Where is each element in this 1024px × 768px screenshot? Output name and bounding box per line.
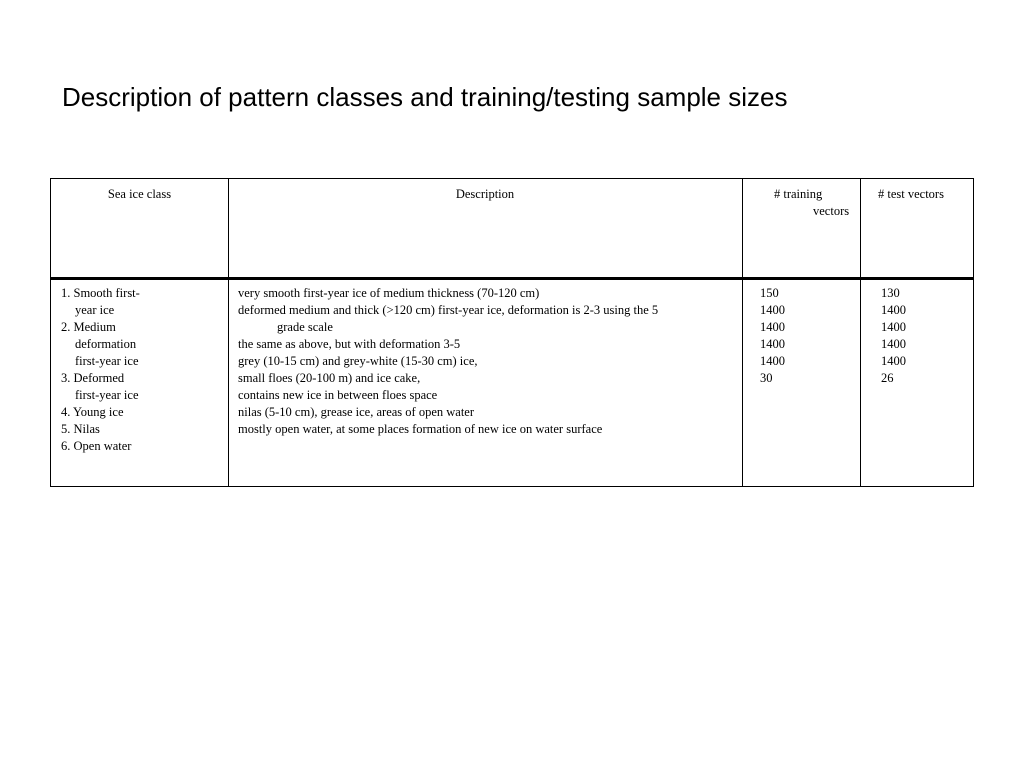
slide-title: Description of pattern classes and training/testing sample sizes — [62, 82, 788, 112]
class-line: first-year ice — [75, 388, 139, 402]
training-vectors-column — [760, 285, 785, 387]
class-line: year ice — [75, 303, 115, 317]
training-value: 30 — [760, 371, 773, 385]
description-line: very smooth first-year ice of medium thickness (70-120 cm) — [238, 286, 540, 300]
training-value: 150 — [760, 286, 779, 300]
training-value: 1400 — [760, 320, 785, 334]
column-divider — [742, 179, 743, 486]
description-line: deformed medium and thick (>120 cm) first-year ice, deformation is 2-3 using the 5 — [238, 303, 659, 317]
training-value: 1400 — [760, 337, 785, 351]
header-training-line-1: # training — [774, 187, 823, 201]
header-sea-ice-class: Sea ice class — [107, 187, 172, 201]
header-description: Description — [455, 187, 515, 201]
class-column — [61, 285, 140, 455]
description-line: the same as above, but with deformation 3-5 — [238, 337, 461, 351]
description-line: grade scale — [277, 320, 333, 334]
description-line: nilas (5-10 cm), grease ice, areas of open water — [238, 405, 474, 419]
sample-size-table — [50, 178, 974, 487]
test-value: 26 — [881, 371, 894, 385]
test-value: 1400 — [881, 320, 906, 334]
training-value: 1400 — [760, 303, 785, 317]
description-line: small floes (20-100 m) and ice cake, — [238, 371, 421, 385]
class-line: deformation — [75, 337, 137, 351]
header-training-vectors — [774, 186, 849, 220]
test-value: 1400 — [881, 303, 906, 317]
test-value: 130 — [881, 286, 900, 300]
class-line: 6. Open water — [61, 439, 132, 453]
test-vectors-column — [881, 285, 906, 387]
description-line: grey (10-15 cm) and grey-white (15-30 cm) ice, — [238, 354, 478, 368]
column-divider — [228, 179, 229, 486]
class-line: 4. Young ice — [61, 405, 124, 419]
test-value: 1400 — [881, 337, 906, 351]
description-line: mostly open water, at some places formation of new ice on water surface — [238, 422, 603, 436]
column-divider — [860, 179, 861, 486]
class-line: 5. Nilas — [61, 422, 100, 436]
header-test-vectors: # test vectors — [878, 187, 944, 201]
class-line: 2. Medium — [61, 320, 116, 334]
class-line: first-year ice — [75, 354, 139, 368]
class-line: 3. Deformed — [61, 371, 125, 385]
test-value: 1400 — [881, 354, 906, 368]
class-line: 1. Smooth first- — [61, 286, 140, 300]
description-column — [238, 285, 658, 438]
description-line: contains new ice in between floes space — [238, 388, 438, 402]
header-divider — [51, 277, 973, 280]
header-training-line-2: vectors — [813, 204, 850, 218]
training-value: 1400 — [760, 354, 785, 368]
